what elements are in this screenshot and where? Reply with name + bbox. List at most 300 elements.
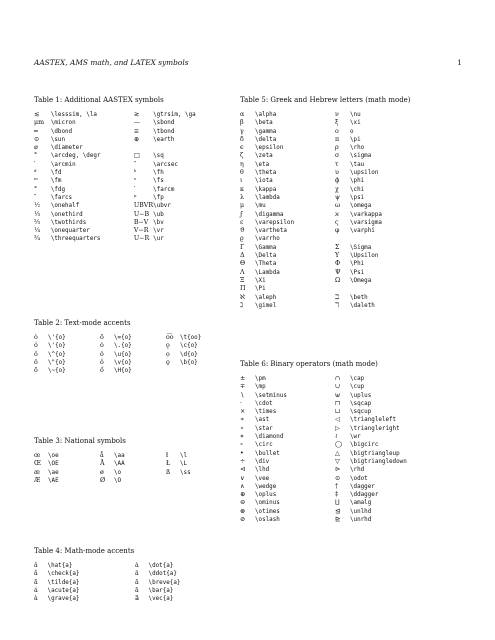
table-row [240, 244, 430, 252]
latex-command: \vec{a} [148, 596, 174, 603]
latex-command: \fh [153, 170, 164, 177]
symbol-glyph: Θ [240, 260, 246, 268]
symbol-glyph: ă [134, 578, 139, 586]
table-row [240, 466, 430, 474]
table-row [34, 460, 232, 468]
symbol-glyph: ᵈ [34, 169, 37, 177]
latex-command: \u{o} [114, 351, 132, 358]
table-row [34, 211, 236, 219]
latex-command: \OE [48, 461, 59, 468]
latex-command: \gtrsim, \ga [153, 112, 196, 118]
latex-command: \={o} [114, 335, 132, 341]
symbol-glyph: ° [34, 185, 38, 193]
table-row [240, 194, 430, 202]
latex-command: \cdot [255, 400, 273, 407]
symbol-glyph: ϱ [240, 235, 244, 243]
table-row [240, 450, 430, 458]
table-row [240, 294, 430, 302]
latex-command: \Upsilon [350, 253, 379, 260]
symbol-glyph: ⊘ [240, 516, 246, 524]
symbol-glyph: Π [240, 285, 246, 293]
latex-command: \lesssim, \la [50, 112, 97, 118]
latex-command: \sq [153, 153, 164, 160]
symbol-glyph: ω [335, 202, 341, 210]
table-row [34, 469, 232, 477]
symbol-glyph: γ [240, 127, 244, 135]
symbol-glyph: UBVR [133, 202, 154, 210]
latex-command: \ddagger [350, 492, 379, 499]
symbol-glyph: △ [335, 449, 340, 457]
symbol-glyph: ′ [133, 185, 136, 193]
latex-command [180, 477, 232, 485]
latex-command: \odot [350, 475, 368, 482]
latex-command: \fp [153, 194, 164, 201]
latex-command: \unrhd [350, 517, 372, 524]
symbol-glyph: ⊵ [335, 516, 341, 524]
symbol-glyph: ǫ [166, 342, 170, 350]
symbol-glyph: ═ [34, 127, 38, 135]
symbol-glyph: ó [34, 342, 38, 350]
symbol-glyph: ⊙ [34, 135, 40, 143]
table-1-aastex-symbols [34, 96, 236, 244]
symbol-glyph: â [34, 562, 38, 569]
table-4-caption: Table 4: Math-mode accents [34, 547, 135, 555]
latex-command: \Omega [350, 277, 372, 284]
latex-command: \fm [50, 178, 62, 185]
latex-command: \acute{a} [47, 587, 80, 594]
table-row [240, 169, 430, 177]
symbol-glyph: æ [34, 468, 40, 476]
symbol-glyph: ā [134, 586, 139, 594]
latex-command: \times [255, 409, 277, 416]
latex-command: \farcs [50, 194, 73, 201]
table-row [240, 277, 430, 285]
latex-command: \threequarters [50, 236, 101, 243]
symbol-glyph: ϑ [240, 227, 245, 235]
symbol-glyph: ⨿ [335, 499, 340, 507]
latex-command: \H{o} [114, 368, 132, 375]
symbol-glyph: ø [100, 468, 104, 476]
table-row [240, 152, 430, 160]
symbol-glyph: ő [100, 367, 104, 375]
symbol-glyph: ϰ [335, 210, 339, 218]
symbol-glyph: ŏ [100, 350, 104, 358]
latex-command: \c{o} [180, 343, 198, 350]
symbol-glyph [166, 477, 180, 485]
table-row [240, 144, 430, 152]
table-row [34, 136, 236, 144]
table-row [240, 416, 430, 424]
latex-command: \ub [153, 211, 164, 218]
table-row [34, 202, 236, 210]
header-title: AASTEX, AMS math, and LATEX symbols [34, 58, 189, 67]
latex-command: \bigcirc [350, 442, 379, 449]
latex-command: \Psi [350, 269, 365, 276]
symbol-glyph: ⅓ [34, 210, 41, 218]
symbol-glyph: ≀ [335, 433, 338, 441]
latex-command: \dot{a} [148, 563, 174, 569]
symbol-glyph: ½ [34, 202, 41, 210]
latex-command: \.{o} [114, 343, 132, 350]
table-row [34, 227, 236, 235]
symbol-glyph: × [240, 408, 246, 416]
latex-command: \Phi [350, 261, 365, 268]
table-row [240, 400, 430, 408]
latex-command: \triangleright [350, 425, 400, 432]
table-row [240, 375, 430, 383]
symbol-glyph: o͡o [166, 334, 174, 341]
latex-command: \upsilon [350, 170, 379, 177]
symbol-glyph: ◁ [335, 416, 340, 424]
symbol-glyph: υ [335, 169, 339, 177]
latex-command: \div [255, 458, 270, 465]
table-row [240, 119, 430, 127]
symbol-glyph: Σ [335, 243, 340, 251]
symbol-glyph: ǎ [34, 570, 38, 578]
table-1-caption: Table 1: Additional AASTEX symbols [34, 96, 164, 104]
symbol-glyph: ọ [166, 350, 170, 358]
symbol-glyph: ∨ [240, 474, 245, 482]
symbol-glyph: σ [335, 152, 340, 160]
latex-command: \wr [350, 434, 361, 441]
symbol-glyph: ξ [335, 119, 339, 127]
latex-command: \AE [48, 477, 59, 484]
table-5-greek-hebrew [240, 96, 430, 310]
latex-command: \unlhd [350, 508, 372, 515]
symbol-glyph: ⋄ [240, 433, 244, 441]
latex-command: \dagger [350, 483, 375, 490]
latex-command: \L [180, 461, 188, 468]
page-number: 1 [457, 58, 462, 67]
symbol-glyph: å [100, 452, 104, 459]
latex-command: \Xi [255, 277, 266, 284]
latex-command: \aleph [255, 294, 277, 301]
latex-command: \arcdeg, \degr [50, 153, 101, 160]
table-row [240, 177, 430, 185]
latex-command: \vee [255, 475, 270, 482]
symbol-glyph: λ [240, 193, 244, 201]
latex-command: \dbond [50, 128, 73, 135]
table-row [240, 383, 430, 391]
symbol-glyph: ä [134, 570, 139, 578]
latex-command: \varsigma [350, 219, 382, 226]
symbol-glyph: α [240, 111, 245, 118]
latex-command: \epsilon [255, 145, 284, 152]
table-row [34, 169, 236, 177]
symbol-glyph: ρ [335, 144, 339, 152]
latex-command: \daleth [350, 302, 375, 309]
table-row [240, 161, 430, 169]
table-row [240, 483, 430, 491]
latex-command: \ast [255, 417, 270, 424]
latex-command: \varepsilon [255, 219, 295, 226]
symbol-glyph: ψ [335, 193, 340, 201]
symbol-glyph: φ [335, 227, 340, 235]
symbol-glyph: ∖ [240, 391, 245, 399]
latex-command: \o [114, 469, 122, 476]
symbol-glyph: ⅔ [34, 218, 41, 226]
table-row [34, 570, 236, 578]
symbol-glyph: ∩ [335, 375, 341, 382]
symbol-glyph: o [335, 127, 339, 135]
latex-command: \micron [50, 120, 76, 127]
symbol-glyph [335, 235, 350, 243]
latex-command: \bv [153, 219, 164, 226]
symbol-glyph: ß [166, 468, 171, 476]
latex-command: \Gamma [255, 244, 277, 251]
symbol-glyph: Δ [240, 252, 245, 260]
symbol-glyph: ⊲ [240, 466, 246, 474]
latex-command: \vr [153, 228, 164, 235]
latex-command: \beth [350, 294, 368, 301]
table-4-math-accents [34, 547, 236, 603]
latex-command: \twothirds [50, 219, 87, 226]
symbol-glyph: ⊙ [335, 474, 341, 482]
table-row [240, 508, 430, 516]
table-row [34, 351, 232, 359]
latex-command: \bigtriangleup [350, 450, 400, 457]
table-2-text-accents [34, 319, 232, 375]
latex-command: \gimel [255, 302, 277, 309]
symbol-glyph: ε [240, 218, 244, 226]
latex-command: \O [114, 477, 122, 484]
table-row [34, 119, 236, 127]
symbol-glyph: ℷ [240, 301, 243, 309]
symbol-glyph [134, 144, 153, 152]
table-row [240, 235, 430, 243]
table-row [34, 128, 236, 136]
latex-command: o [350, 128, 354, 135]
symbol-glyph: □ [133, 152, 140, 160]
symbol-glyph: ″ [133, 160, 137, 168]
symbol-glyph: Υ [335, 252, 340, 260]
table-row [34, 595, 236, 603]
latex-command: \"{o} [48, 359, 66, 366]
symbol-glyph: U−R [133, 235, 150, 243]
latex-command: \mu [255, 203, 266, 210]
latex-command: \t{oo} [180, 335, 202, 341]
latex-command: \theta [255, 170, 277, 177]
symbol-glyph: θ [240, 169, 244, 177]
table-row [240, 111, 430, 119]
latex-command: \bigtriangledown [350, 458, 407, 465]
latex-command: \xi [350, 120, 361, 127]
symbol-glyph: β [240, 119, 244, 127]
table-row [34, 562, 236, 570]
table-row [240, 202, 430, 210]
latex-command: \Pi [255, 286, 266, 293]
symbol-glyph: ∗ [240, 416, 245, 424]
latex-command: \sigma [350, 153, 372, 160]
latex-command: \chi [350, 186, 365, 193]
symbol-glyph: ‡ [335, 491, 339, 499]
symbol-glyph: Φ [335, 260, 341, 268]
latex-command: \farcm [153, 186, 175, 193]
symbol-glyph: ǒ [100, 358, 104, 366]
latex-command: \earth [153, 136, 175, 143]
symbol-glyph: ò [34, 334, 38, 341]
symbol-glyph: Æ [34, 476, 41, 484]
table-row [34, 452, 232, 460]
table-6-binary-operators [240, 360, 430, 524]
symbol-glyph: ι [240, 177, 243, 185]
latex-command: \lhd [255, 467, 270, 474]
latex-command: \onehalf [50, 203, 80, 210]
table-2-caption: Table 2: Text-mode accents [34, 319, 131, 327]
table-row [240, 458, 430, 466]
latex-command: \hat{a} [47, 563, 73, 569]
latex-command: \diamond [255, 434, 284, 441]
symbol-glyph: † [335, 482, 339, 490]
symbol-glyph: ⊕ [133, 135, 140, 143]
symbol-glyph: ¾ [34, 235, 41, 243]
latex-command: \bar{a} [148, 587, 174, 594]
table-row [240, 392, 430, 400]
latex-command: \beta [255, 120, 273, 127]
symbol-glyph: ˢ [133, 177, 136, 185]
table-row [34, 219, 236, 227]
latex-command: \iota [255, 178, 273, 185]
latex-command: \cap [350, 376, 365, 382]
table-row [240, 491, 430, 499]
latex-command: \arcsec [153, 161, 178, 168]
symbol-glyph: Ø [100, 476, 106, 484]
latex-command: \l [180, 453, 188, 459]
table-row [240, 260, 430, 268]
latex-command: \zeta [255, 153, 273, 160]
latex-command: \tbond [153, 128, 175, 135]
symbol-glyph: ō [100, 334, 104, 341]
symbol-glyph: ℶ [335, 293, 340, 301]
latex-command: \Delta [255, 253, 277, 260]
latex-command: \varrho [255, 236, 280, 243]
symbol-glyph: ö [34, 358, 38, 366]
latex-command: \pi [350, 136, 361, 143]
symbol-glyph: ⊗ [240, 507, 246, 515]
symbol-glyph: ȯ [100, 342, 104, 350]
latex-command: \vartheta [255, 228, 287, 235]
latex-command: \digamma [255, 211, 284, 218]
latex-command: \ddot{a} [148, 571, 177, 578]
symbol-glyph: o̱ [166, 358, 170, 366]
symbol-glyph: V−R [133, 227, 149, 235]
latex-command: \'{o} [48, 343, 66, 350]
symbol-glyph: ô [34, 350, 38, 358]
symbol-glyph: τ [335, 160, 339, 168]
latex-command: \grave{a} [47, 596, 80, 603]
symbol-glyph: ≡ [133, 127, 140, 135]
table-row [34, 177, 236, 185]
symbol-glyph [335, 285, 350, 293]
symbol-glyph: η [240, 160, 244, 168]
table-row [34, 235, 236, 243]
latex-command: \wedge [255, 483, 277, 490]
symbol-glyph: ≳ [133, 111, 140, 118]
table-row [240, 227, 430, 235]
latex-command: \b{o} [180, 359, 198, 366]
symbol-glyph: ° [34, 152, 38, 160]
latex-command: \oslash [255, 517, 280, 524]
symbol-glyph: ± [240, 375, 246, 382]
symbol-glyph: ⊕ [240, 491, 246, 499]
latex-command: \bullet [255, 450, 280, 457]
symbol-glyph: μ [240, 202, 245, 210]
table-row [240, 433, 430, 441]
table-row [240, 441, 430, 449]
latex-command [153, 144, 236, 152]
latex-command: \ur [153, 236, 164, 243]
table-row [34, 342, 232, 350]
symbol-glyph: ¼ [34, 227, 41, 235]
symbol-glyph: ϵ [240, 144, 244, 152]
symbol-glyph: ⊳ [335, 466, 341, 474]
symbol-glyph: ▽ [335, 457, 340, 465]
symbol-glyph: ÷ [240, 457, 246, 465]
latex-command: \oe [48, 453, 59, 459]
symbol-glyph: Λ [240, 268, 245, 276]
table-row [34, 587, 236, 595]
table-row [240, 136, 430, 144]
latex-command: \fs [153, 178, 164, 185]
symbol-glyph: Ω [335, 276, 341, 284]
latex-command: \cup [350, 384, 365, 391]
symbol-glyph: ᵖ [133, 193, 137, 201]
latex-command: \onequarter [50, 228, 90, 235]
symbol-glyph: ⌀ [34, 144, 38, 152]
table-row [240, 285, 430, 293]
symbol-glyph: ∪ [335, 383, 341, 391]
latex-command: \kappa [255, 186, 277, 193]
symbol-glyph: ã [34, 578, 38, 586]
latex-command: \fdg [50, 186, 65, 193]
table-row [240, 128, 430, 136]
symbol-glyph: Ξ [240, 276, 245, 284]
table-row [34, 194, 236, 202]
table-row [240, 302, 430, 310]
symbol-glyph: ⊴ [335, 507, 341, 515]
latex-command: \~{o} [48, 368, 66, 375]
latex-command: \triangleleft [350, 417, 397, 424]
symbol-glyph: ′ [34, 160, 36, 168]
latex-command: \alpha [255, 112, 277, 118]
table-row [34, 477, 232, 485]
table-row [240, 425, 430, 433]
table-row [34, 334, 232, 342]
latex-command: \fd [50, 170, 62, 177]
table-row [240, 219, 430, 227]
latex-command: \ae [48, 469, 59, 476]
latex-command: \delta [255, 136, 277, 143]
latex-command: \check{a} [47, 571, 80, 578]
table-row [240, 408, 430, 416]
latex-command: \omega [350, 203, 372, 210]
latex-command: \psi [350, 194, 365, 201]
symbol-glyph: π [335, 135, 340, 143]
symbol-glyph: δ [240, 135, 244, 143]
latex-command: \Sigma [350, 244, 372, 251]
symbol-glyph: U−B [133, 210, 150, 218]
latex-command: \'{o} [48, 335, 66, 341]
table-3-caption: Table 3: National symbols [34, 437, 126, 445]
symbol-glyph: ∧ [240, 482, 245, 490]
table-row [34, 152, 236, 160]
symbol-glyph: ᵐ [34, 177, 38, 185]
latex-command: \tau [350, 161, 365, 168]
symbol-glyph: ≲ [34, 111, 40, 118]
latex-command: \ominus [255, 500, 280, 507]
latex-command: \star [255, 425, 273, 432]
table-6-caption: Table 6: Binary operators (math mode) [240, 360, 378, 368]
